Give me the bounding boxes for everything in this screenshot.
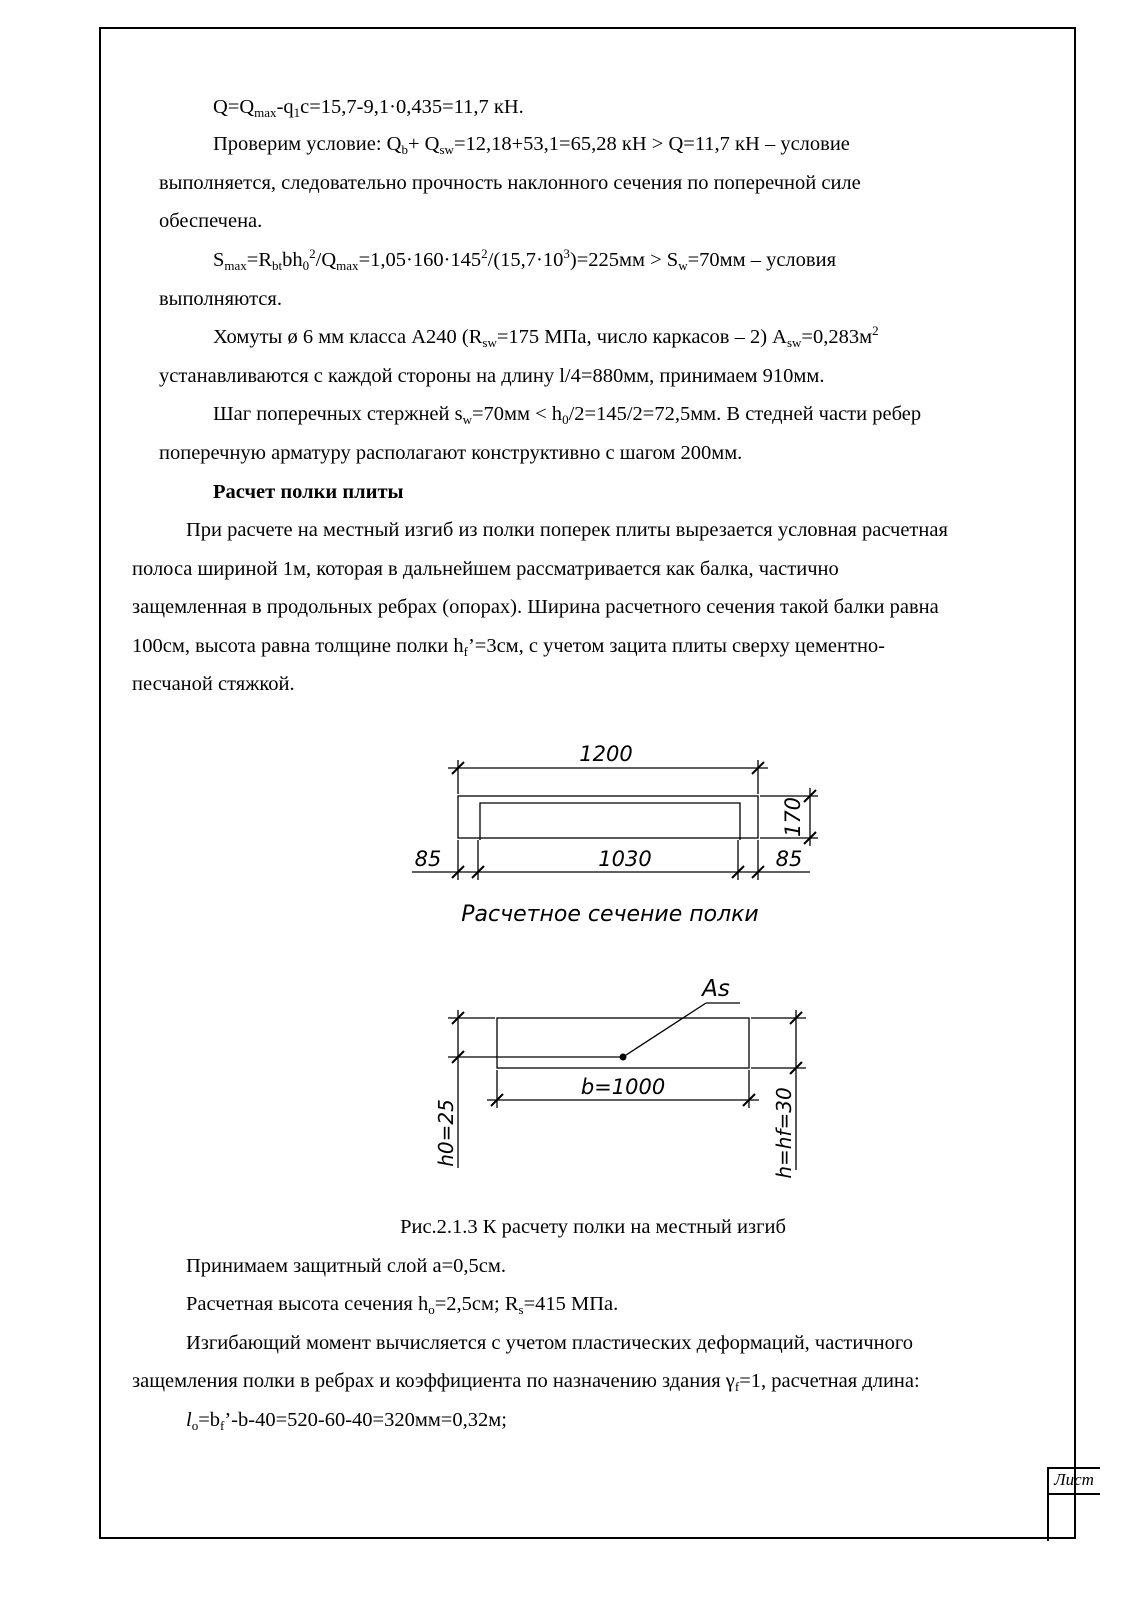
dim-b: b=1000 [580, 1075, 666, 1099]
paragraph-line: выполняется, следовательно прочность наклонного сечения по поперечной силе [159, 172, 861, 194]
paragraph-line: Изгибающий момент вычисляется с учетом пластических деформаций, частичного [186, 1332, 914, 1354]
drawing1-title: Расчетное сечение полки [461, 902, 759, 927]
paragraph-line: поперечную арматуру располагают конструктивно с шагом 200мм. [159, 442, 743, 464]
stirrups-line: Хомуты ø 6 мм класса А240 ($R_{sw}=175$ МПа, число каркасов – 2) $A_{sw}=0,283м^2$ [213, 323, 879, 350]
flange-outline [458, 796, 758, 838]
dim-1200: 1200 [579, 742, 633, 766]
paragraph-line: Принимаем защитный слой а=0,5см. [186, 1255, 507, 1277]
paragraph-line: защемленная в продольных ребрах (опорах). Ширина расчетного сечения такой балки равна [132, 596, 939, 618]
sheet-stamp-label: Лист [1054, 1470, 1094, 1489]
formula-q: $Q=Q_{max}-q_1c=15,7-9,1\cdot 0,435=11,7$ кН. [213, 96, 524, 120]
paragraph-line: полоса шириной 1м, которая в дальнейшем рассматривается как балка, частично [132, 558, 839, 580]
figure-caption: Рис.2.1.3 К расчету полки на местный изгиб [400, 1216, 786, 1238]
dim-1030: 1030 [598, 847, 652, 871]
paragraph-line: При расчете на местный изгиб из полки поперек плиты вырезается условная расчетная [186, 519, 948, 541]
condition-check: Проверим условие: $Q_b+ Q_{sw}=12,18+53,1=65,28$ кН > Q=11,7 кН – условие [213, 133, 850, 157]
flange-inner-contour [480, 803, 740, 840]
paragraph-line: песчаной стяжкой. [132, 673, 295, 695]
paragraph-line: Расчетная высота сечения $h_o=2,5см$; $R_s=415$ МПа. [186, 1293, 619, 1317]
paragraph-line: обеспечена. [159, 210, 263, 232]
dim-85-left: 85 [414, 847, 442, 871]
paragraph-line: 100см, высота равна толщине полки $h_f’=3см$, с учетом зацита плиты сверху цементно- [132, 635, 885, 659]
spacing-line: Шаг поперечных стержней $s_w=70мм < h_0/2=145/2=72,5мм$. В стедней части ребер [213, 403, 922, 427]
paragraph-line: устанавливаются с каждой стороны на длину l/4=880мм, принимаем 910мм. [159, 365, 825, 387]
dim-h: h=hf=30 [772, 1087, 796, 1179]
dim-h0: h0=25 [434, 1099, 458, 1167]
paragraph-line: выполняются. [159, 288, 282, 310]
section-heading: Расчет полки плиты [213, 481, 404, 503]
rebar-point [620, 1054, 627, 1061]
formula-lo: $l_o=b_f’-b-40=520-60-40=320мм=0,32м$; [186, 1409, 507, 1433]
paragraph-line: защемления полки в ребрах и коэффициента по назначению здания $\gamma_f=1$, расчетная длина: [132, 1370, 920, 1394]
formula-smax: $S_{max}=R_{bt}bh_0^2/Q_{max}=1,05\cdot 160\cdot 145^2/(15,7\cdot 10^3)=225мм > S_w=70мм$ – условия [213, 246, 836, 273]
dim-85-right: 85 [775, 847, 803, 871]
dim-170: 170 [781, 796, 805, 838]
label-as: As [702, 976, 730, 1002]
